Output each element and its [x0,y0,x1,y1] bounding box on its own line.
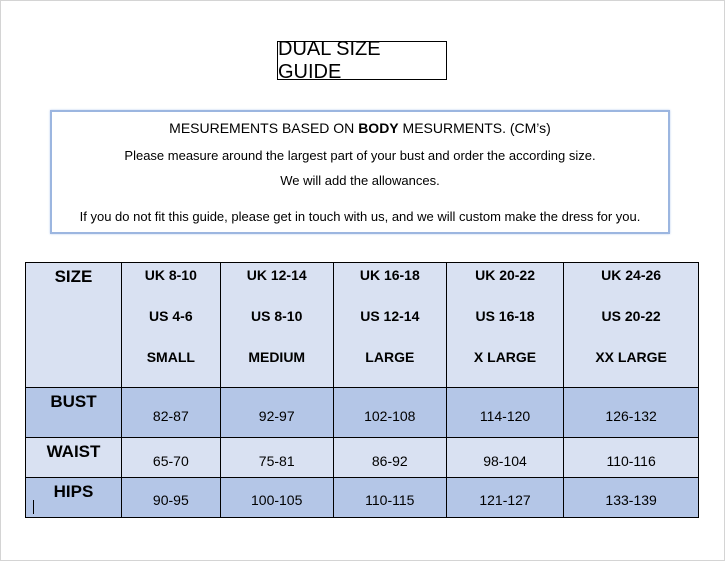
table-cell: 65-70 [122,438,221,478]
size-col-medium [220,263,333,388]
size-name: X LARGE [473,349,537,365]
size-col-small [122,263,221,388]
size-us: US 20-22 [601,308,661,324]
table-cell: 75-81 [220,438,333,478]
table-row-bust [26,388,699,438]
page-title-text: DUAL SIZE GUIDE [278,37,381,83]
table-cell: 121-127 [446,478,563,518]
size-uk: UK 8-10 [144,267,197,283]
table-cell: 126-132 [564,388,699,438]
table-cell: 110-116 [564,438,699,478]
info-heading [52,120,668,136]
size-name: SMALL [146,349,195,365]
table-cell: 92-97 [220,388,333,438]
size-name: MEDIUM [248,349,306,365]
table-cell: 86-92 [333,438,446,478]
size-col-xx-large [564,263,699,388]
table-cell: 110-115 [333,478,446,518]
size-name: LARGE [365,349,415,365]
info-heading-post: MESURMENTS. (CM’s) [398,120,551,136]
table-cell: 100-105 [220,478,333,518]
size-us: US 8-10 [251,308,303,324]
text-cursor [33,500,34,514]
table-cell: 133-139 [564,478,699,518]
table-cell: 102-108 [333,388,446,438]
page-title [277,37,447,83]
table-row-waist [26,438,699,478]
info-line-allowances: We will add the allowances. [280,173,440,188]
table-cell: 98-104 [446,438,563,478]
info-line-measure: Please measure around the largest part of your bust and order the according size. [124,148,596,163]
table-cell: 90-95 [122,478,221,518]
table-row-size [26,263,699,388]
size-uk: UK 12-14 [246,267,307,283]
size-name: XX LARGE [595,349,667,365]
size-us: US 12-14 [360,308,420,324]
row-label-bust: BUST [26,388,122,438]
size-col-x-large [446,263,563,388]
row-label-hips: HIPS [26,478,122,518]
row-label-waist: WAIST [26,438,122,478]
size-uk: UK 16-18 [359,267,420,283]
size-us: US 4-6 [149,308,193,324]
info-line-custom: If you do not fit this guide, please get in touch with us, and we will custom make the dress for you. [79,209,641,224]
row-label-size: SIZE [26,263,122,388]
table-row-hips [26,478,699,518]
info-box [50,110,670,234]
size-col-large [333,263,446,388]
size-us: US 16-18 [475,308,535,324]
size-table [25,262,699,518]
table-cell: 82-87 [122,388,221,438]
info-heading-pre: MESUREMENTS BASED ON [169,120,359,136]
info-heading-bold: BODY [358,120,399,136]
table-cell: 114-120 [446,388,563,438]
size-uk: UK 20-22 [475,267,535,283]
size-uk: UK 24-26 [601,267,662,283]
